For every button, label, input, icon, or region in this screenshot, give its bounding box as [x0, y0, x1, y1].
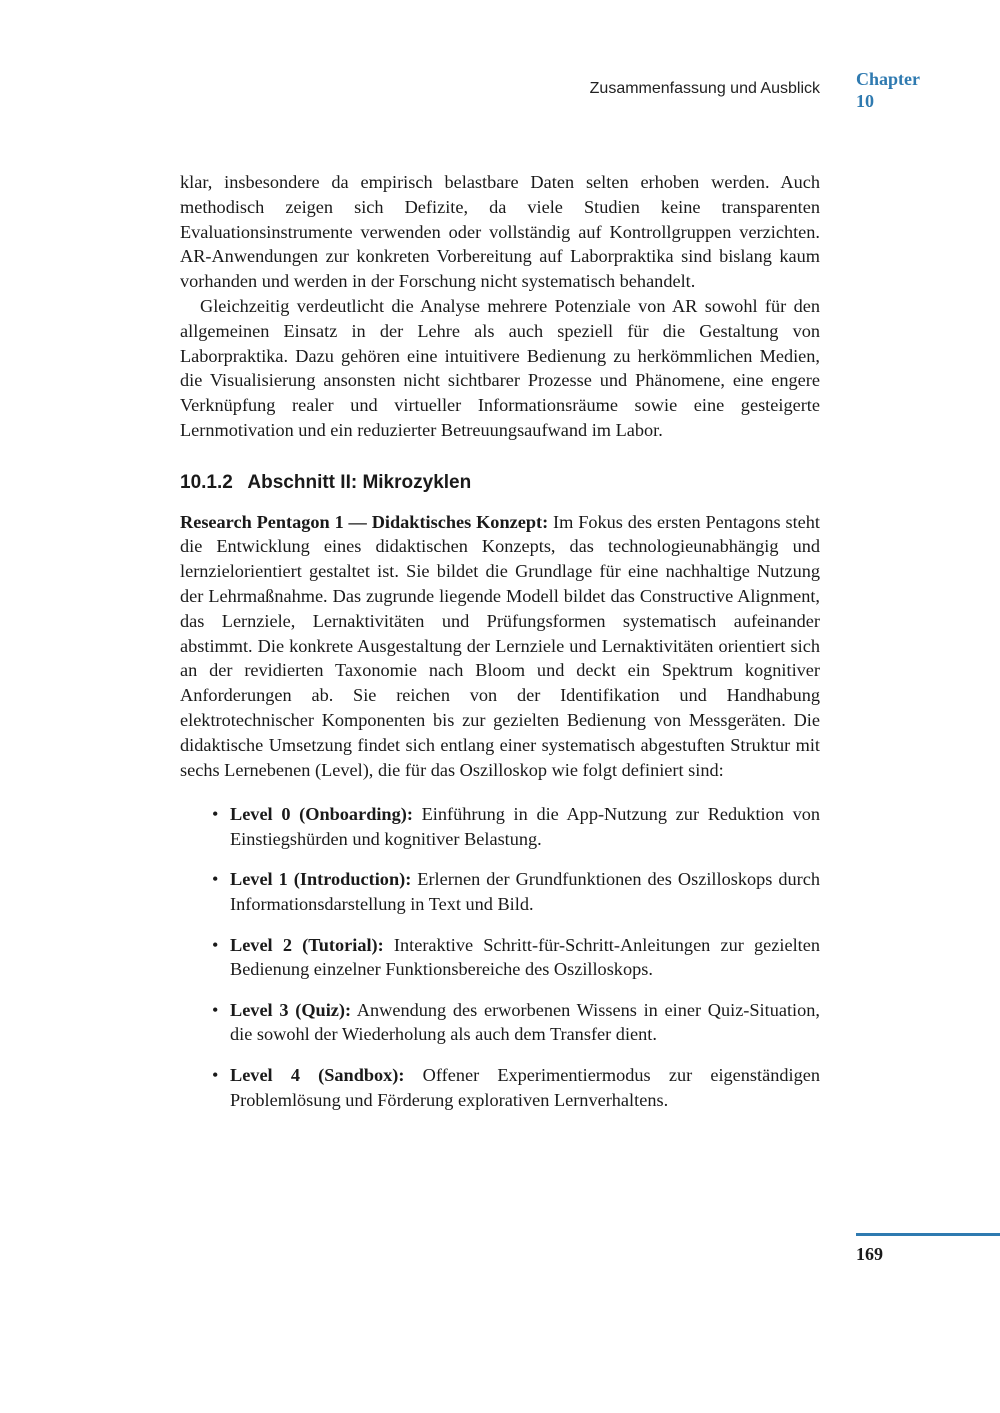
- level-label: Level 4 (Sandbox):: [230, 1064, 405, 1085]
- levels-list: [180, 802, 820, 1112]
- level-text: Offener Experimentiermodus zur eigenständigen Problemlösung und Förderung explorativen Lernverhaltens.: [230, 1064, 820, 1110]
- level-label: Level 1 (Introduction):: [230, 869, 412, 890]
- footer-rule: [856, 1233, 1000, 1236]
- section-number: 10.1.2: [180, 471, 233, 493]
- level-text: Einführung in die App-Nutzung zur Reduktion von Einstiegshürden und kognitiver Belastung.: [230, 804, 820, 850]
- level-label: Level 0 (Onboarding):: [230, 804, 413, 825]
- bullet-icon: •: [212, 999, 219, 1020]
- level-text: Erlernen der Grundfunktionen des Oszilloskops durch Informationsdarstellung in Text und Bild.: [230, 869, 820, 915]
- list-item: [180, 802, 820, 852]
- body-text: [180, 170, 820, 1128]
- level-label: Level 2 (Tutorial):: [230, 934, 384, 955]
- paragraph-continued: klar, insbesondere da empirisch belastbare Daten selten erhoben werden. Auch methodisch zeigen sich Defizite, da viele Studien keine transparenten Evaluationsinstrumente verwenden oder vollständig auf Kontrollgruppen verzichten. AR-Anwendungen zur konkreten Vorbereitung auf Laborpraktika sind bislang kaum vorhanden und werden in der Forschung nicht systematisch behandelt.: [180, 172, 820, 292]
- chapter-label: Chapter: [856, 69, 920, 89]
- paragraph-potentials: Gleichzeitig verdeutlicht die Analyse mehrere Potenziale von AR sowohl für den allgemeinen Einsatz in der Lehre als auch speziell für die Gestaltung von Laborpraktika. Dazu gehören eine intuitivere Bedienung zu herkömmlichen Medien, die Visualisierung ansonsten nicht sichtbarer Prozesse und Phänomene, eine engere Verknüpfung realer und virtueller Informationsräume sowie eine gesteigerte Lernmotivation und ein reduzierter Betreuungsaufwand im Labor.: [180, 295, 820, 440]
- section-title: Abschnitt II: Mikrozyklen: [247, 471, 472, 493]
- level-label: Level 3 (Quiz):: [230, 999, 352, 1020]
- bullet-icon: •: [212, 869, 219, 890]
- list-item: [180, 867, 820, 917]
- pentagon-lead: Research Pentagon 1 — Didaktisches Konzept:: [180, 511, 549, 532]
- running-title: Zusammenfassung und Ausblick: [589, 80, 820, 97]
- chapter-tag: [856, 68, 920, 112]
- list-item: [180, 933, 820, 983]
- level-text: Anwendung des erworbenen Wissens in einer Quiz-Situation, die sowohl der Wiederholung als auch dem Transfer dient.: [230, 999, 820, 1045]
- chapter-number: 10: [856, 91, 874, 111]
- bullet-icon: •: [212, 804, 219, 825]
- bullet-icon: •: [212, 934, 219, 955]
- list-item: [180, 998, 820, 1048]
- list-item: [180, 1063, 820, 1113]
- level-text: Interaktive Schritt-für-Schritt-Anleitungen zur gezielten Bedienung einzelner Funktionsbereiche des Oszilloskops.: [230, 934, 820, 980]
- bullet-icon: •: [212, 1064, 219, 1085]
- page-number: 169: [856, 1244, 883, 1264]
- section-heading: [180, 471, 820, 496]
- paragraph-pentagon: [180, 510, 820, 783]
- pentagon-text: Im Fokus des ersten Pentagons steht die Entwicklung eines didaktischen Konzepts, das technologieunabhängig und lernzielorientiert gestaltet ist. Sie bildet die Grundlage für eine nachhaltige Nutzung der Lehrmaßnahme. Das zugrunde liegende Modell bildet das Constructive Alignment, das Lernziele, Lernaktivitäten und Prüfungsformen systematisch aufeinander abstimmt. Die konkrete Ausgestaltung der Lernziele und Lernaktivitäten orientiert sich an der revidierten Taxonomie nach Bloom und deckt ein Spektrum kognitiver Anforderungen ab. Sie reichen von der Identifikation und Handhabung elektrotechnischer Komponenten bis zur gezielten Bedienung von Messgeräten. Die didaktische Umsetzung findet sich entlang einer systematisch abgestuften Struktur mit sechs Lernebenen (Level), die für das Oszilloskop wie folgt definiert sind:: [180, 511, 820, 780]
